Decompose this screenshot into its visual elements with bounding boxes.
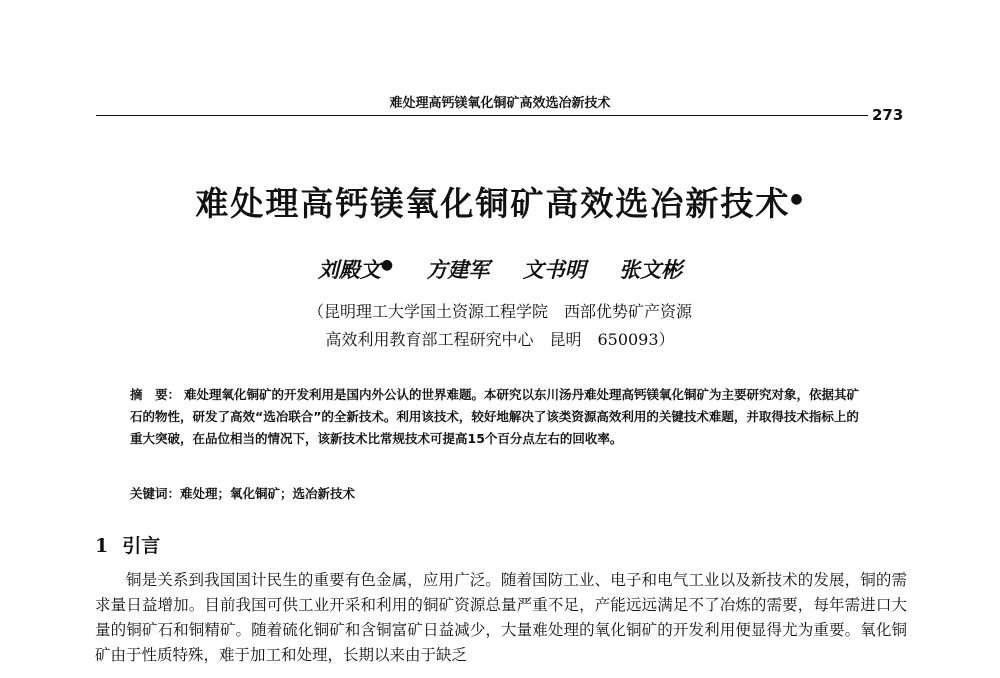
author-2-name: 方建军 <box>426 257 490 282</box>
body-paragraph: 铜是关系到我国国计民生的重要有色金属，应用广泛。随着国防工业、电子和电气工业以及新技术的发展，铜的需求量日益增加。目前我国可供工业开采和利用的铜矿资源总量严重不足，产能远远满足不了冶炼的需要，每年需进口大量的铜矿石和铜精矿。随着硫化铜矿和含铜富矿日益减少，大量难处理的氧化铜矿的开发利用便显得尤为重要。氧化铜矿由于性质特殊，难于加工和处理，长期以来由于缺乏 <box>95 571 907 664</box>
author-1-name: 刘殿文 <box>317 257 381 282</box>
abstract <box>130 384 870 450</box>
paper-title <box>0 178 1000 225</box>
abstract-label: 摘 要： <box>130 387 181 402</box>
affiliation-line-2: 高效利用教育部工程研究中心 昆明 650093） <box>325 330 675 349</box>
section-number: 1 <box>95 535 109 557</box>
header-rule <box>96 115 868 116</box>
author-3-name: 文书明 <box>522 257 586 282</box>
abstract-text: 难处理氧化铜矿的开发利用是国内外公认的世界难题。本研究以东川汤丹难处理高钙镁氧化铜矿为主要研究对象，依据其矿石的物性，研发了高效“选冶联合”的全新技术。利用该技术，较好地解决了该类资源高效利用的关键技术难题，并取得技术指标上的重大突破，在品位相当的情况下，该新技术比常规技术可提高15个百分点左右的回收率。 <box>130 387 860 446</box>
affiliation <box>0 298 1000 354</box>
affiliation-line-1: （昆明理工大学国土资源工程学院 西部优势矿产资源 <box>307 302 692 321</box>
author-4-name: 张文彬 <box>619 257 683 282</box>
section-title: 引言 <box>122 535 161 557</box>
keywords-text: 难处理；氧化铜矿；选冶新技术 <box>180 486 356 501</box>
keywords-label: 关键词： <box>130 486 181 501</box>
section-heading <box>95 531 160 558</box>
keywords <box>130 484 870 502</box>
title-footnote-mark: ● <box>790 191 805 207</box>
author-name <box>318 257 393 282</box>
paper-title-text: 难处理高钙镁氧化铜矿高效选冶新技术 <box>195 184 791 223</box>
page-number: 273 <box>872 106 904 124</box>
running-head-title: 难处理高钙镁氧化铜矿高效选冶新技术 <box>389 96 611 111</box>
author-list <box>0 254 1000 284</box>
author-footnote-mark: ● <box>380 257 394 273</box>
